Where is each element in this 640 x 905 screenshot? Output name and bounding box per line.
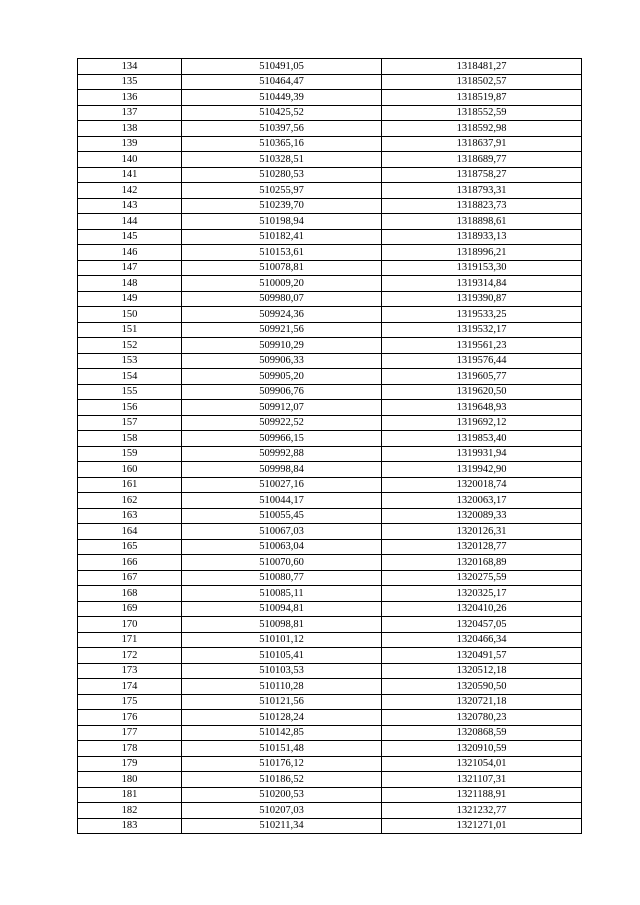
point-number-cell: 165 [78,539,182,555]
y-coordinate-cell: 1318592,98 [382,121,582,137]
y-coordinate-cell: 1318898,61 [382,214,582,230]
y-coordinate-cell: 1318502,57 [382,74,582,90]
point-number-cell: 181 [78,787,182,803]
y-coordinate-cell: 1318689,77 [382,152,582,168]
y-coordinate-cell: 1320168,89 [382,555,582,571]
x-coordinate-cell: 510239,70 [182,198,382,214]
point-number-cell: 172 [78,648,182,664]
point-number-cell: 150 [78,307,182,323]
x-coordinate-cell: 510198,94 [182,214,382,230]
point-number-cell: 148 [78,276,182,292]
table-row [78,322,582,338]
x-coordinate-cell: 510151,48 [182,741,382,757]
table-row [78,214,582,230]
table-row [78,555,582,571]
table-row [78,136,582,152]
table-row [78,679,582,695]
table-row [78,756,582,772]
y-coordinate-cell: 1318481,27 [382,59,582,75]
table-row [78,446,582,462]
x-coordinate-cell: 510009,20 [182,276,382,292]
x-coordinate-cell: 510280,53 [182,167,382,183]
point-number-cell: 171 [78,632,182,648]
table-row [78,59,582,75]
x-coordinate-cell: 510055,45 [182,508,382,524]
x-coordinate-cell: 510328,51 [182,152,382,168]
x-coordinate-cell: 510142,85 [182,725,382,741]
y-coordinate-cell: 1321271,01 [382,818,582,834]
y-coordinate-cell: 1320128,77 [382,539,582,555]
table-row [78,90,582,106]
point-number-cell: 154 [78,369,182,385]
y-coordinate-cell: 1318758,27 [382,167,582,183]
point-number-cell: 160 [78,462,182,478]
y-coordinate-cell: 1319692,12 [382,415,582,431]
x-coordinate-cell: 510063,04 [182,539,382,555]
point-number-cell: 156 [78,400,182,416]
x-coordinate-cell: 510207,03 [182,803,382,819]
x-coordinate-cell: 509992,88 [182,446,382,462]
point-number-cell: 177 [78,725,182,741]
y-coordinate-cell: 1319620,50 [382,384,582,400]
table-row [78,260,582,276]
table-row [78,291,582,307]
y-coordinate-cell: 1319576,44 [382,353,582,369]
x-coordinate-cell: 509980,07 [182,291,382,307]
x-coordinate-cell: 510182,41 [182,229,382,245]
point-number-cell: 141 [78,167,182,183]
y-coordinate-cell: 1319561,23 [382,338,582,354]
table-row [78,477,582,493]
table-row [78,694,582,710]
y-coordinate-cell: 1318552,59 [382,105,582,121]
point-number-cell: 167 [78,570,182,586]
x-coordinate-cell: 510255,97 [182,183,382,199]
y-coordinate-cell: 1320721,18 [382,694,582,710]
point-number-cell: 179 [78,756,182,772]
x-coordinate-cell: 510080,77 [182,570,382,586]
y-coordinate-cell: 1320063,17 [382,493,582,509]
point-number-cell: 182 [78,803,182,819]
point-number-cell: 157 [78,415,182,431]
point-number-cell: 173 [78,663,182,679]
y-coordinate-cell: 1320457,05 [382,617,582,633]
x-coordinate-cell: 510044,17 [182,493,382,509]
x-coordinate-cell: 510078,81 [182,260,382,276]
y-coordinate-cell: 1320126,31 [382,524,582,540]
point-number-cell: 145 [78,229,182,245]
y-coordinate-cell: 1318637,91 [382,136,582,152]
y-coordinate-cell: 1320910,59 [382,741,582,757]
x-coordinate-cell: 510094,81 [182,601,382,617]
table-row [78,524,582,540]
y-coordinate-cell: 1318933,13 [382,229,582,245]
y-coordinate-cell: 1319853,40 [382,431,582,447]
x-coordinate-cell: 510464,47 [182,74,382,90]
x-coordinate-cell: 509912,07 [182,400,382,416]
table-row [78,276,582,292]
y-coordinate-cell: 1320780,23 [382,710,582,726]
point-number-cell: 138 [78,121,182,137]
point-number-cell: 135 [78,74,182,90]
y-coordinate-cell: 1320466,34 [382,632,582,648]
x-coordinate-cell: 510425,52 [182,105,382,121]
table-row [78,121,582,137]
x-coordinate-cell: 510105,41 [182,648,382,664]
table-row [78,384,582,400]
x-coordinate-cell: 510491,05 [182,59,382,75]
y-coordinate-cell: 1321107,31 [382,772,582,788]
x-coordinate-cell: 509906,33 [182,353,382,369]
x-coordinate-cell: 509966,15 [182,431,382,447]
x-coordinate-cell: 510070,60 [182,555,382,571]
point-number-cell: 176 [78,710,182,726]
point-number-cell: 180 [78,772,182,788]
point-number-cell: 163 [78,508,182,524]
table-row [78,818,582,834]
x-coordinate-cell: 510128,24 [182,710,382,726]
table-row [78,338,582,354]
point-number-cell: 161 [78,477,182,493]
point-number-cell: 175 [78,694,182,710]
y-coordinate-cell: 1320868,59 [382,725,582,741]
y-coordinate-cell: 1318823,73 [382,198,582,214]
table-row [78,663,582,679]
table-row [78,570,582,586]
point-number-cell: 143 [78,198,182,214]
table-row [78,198,582,214]
table-row [78,493,582,509]
y-coordinate-cell: 1321232,77 [382,803,582,819]
point-number-cell: 142 [78,183,182,199]
y-coordinate-cell: 1319153,30 [382,260,582,276]
y-coordinate-cell: 1319648,93 [382,400,582,416]
table-row [78,152,582,168]
x-coordinate-cell: 509921,56 [182,322,382,338]
y-coordinate-cell: 1320512,18 [382,663,582,679]
table-row [78,74,582,90]
x-coordinate-cell: 510101,12 [182,632,382,648]
point-number-cell: 147 [78,260,182,276]
point-number-cell: 139 [78,136,182,152]
x-coordinate-cell: 510103,53 [182,663,382,679]
table-row [78,601,582,617]
y-coordinate-cell: 1318519,87 [382,90,582,106]
table-row [78,586,582,602]
coordinates-table-body [78,59,582,834]
y-coordinate-cell: 1321054,01 [382,756,582,772]
point-number-cell: 174 [78,679,182,695]
table-row [78,167,582,183]
x-coordinate-cell: 510200,53 [182,787,382,803]
x-coordinate-cell: 510121,56 [182,694,382,710]
table-row [78,617,582,633]
point-number-cell: 152 [78,338,182,354]
table-row [78,105,582,121]
y-coordinate-cell: 1319605,77 [382,369,582,385]
point-number-cell: 144 [78,214,182,230]
y-coordinate-cell: 1319942,90 [382,462,582,478]
point-number-cell: 164 [78,524,182,540]
point-number-cell: 162 [78,493,182,509]
point-number-cell: 178 [78,741,182,757]
point-number-cell: 146 [78,245,182,261]
point-number-cell: 137 [78,105,182,121]
x-coordinate-cell: 509922,52 [182,415,382,431]
table-row [78,183,582,199]
point-number-cell: 151 [78,322,182,338]
x-coordinate-cell: 510449,39 [182,90,382,106]
y-coordinate-cell: 1320491,57 [382,648,582,664]
point-number-cell: 153 [78,353,182,369]
point-number-cell: 169 [78,601,182,617]
y-coordinate-cell: 1318793,31 [382,183,582,199]
table-row [78,229,582,245]
table-row [78,648,582,664]
x-coordinate-cell: 510211,34 [182,818,382,834]
table-row [78,803,582,819]
y-coordinate-cell: 1319533,25 [382,307,582,323]
point-number-cell: 149 [78,291,182,307]
y-coordinate-cell: 1319314,84 [382,276,582,292]
y-coordinate-cell: 1318996,21 [382,245,582,261]
x-coordinate-cell: 509905,20 [182,369,382,385]
table-row [78,431,582,447]
table-row [78,245,582,261]
x-coordinate-cell: 510085,11 [182,586,382,602]
table-row [78,369,582,385]
table-row [78,787,582,803]
x-coordinate-cell: 509910,29 [182,338,382,354]
coordinates-table [77,58,582,834]
x-coordinate-cell: 510027,16 [182,477,382,493]
y-coordinate-cell: 1320018,74 [382,477,582,493]
table-row [78,710,582,726]
table-row [78,741,582,757]
table-row [78,400,582,416]
point-number-cell: 168 [78,586,182,602]
table-row [78,462,582,478]
y-coordinate-cell: 1321188,91 [382,787,582,803]
point-number-cell: 134 [78,59,182,75]
x-coordinate-cell: 510365,16 [182,136,382,152]
x-coordinate-cell: 510186,52 [182,772,382,788]
x-coordinate-cell: 509924,36 [182,307,382,323]
table-row [78,772,582,788]
table-row [78,415,582,431]
point-number-cell: 158 [78,431,182,447]
table-row [78,307,582,323]
x-coordinate-cell: 509906,76 [182,384,382,400]
y-coordinate-cell: 1320275,59 [382,570,582,586]
point-number-cell: 170 [78,617,182,633]
point-number-cell: 140 [78,152,182,168]
y-coordinate-cell: 1319931,94 [382,446,582,462]
table-row [78,632,582,648]
y-coordinate-cell: 1319390,87 [382,291,582,307]
x-coordinate-cell: 510397,56 [182,121,382,137]
table-row [78,725,582,741]
y-coordinate-cell: 1320325,17 [382,586,582,602]
point-number-cell: 166 [78,555,182,571]
x-coordinate-cell: 510176,12 [182,756,382,772]
point-number-cell: 183 [78,818,182,834]
table-row [78,508,582,524]
x-coordinate-cell: 510098,81 [182,617,382,633]
point-number-cell: 136 [78,90,182,106]
table-row [78,353,582,369]
x-coordinate-cell: 510067,03 [182,524,382,540]
x-coordinate-cell: 510153,61 [182,245,382,261]
table-row [78,539,582,555]
x-coordinate-cell: 509998,84 [182,462,382,478]
y-coordinate-cell: 1320590,50 [382,679,582,695]
point-number-cell: 155 [78,384,182,400]
y-coordinate-cell: 1320089,33 [382,508,582,524]
point-number-cell: 159 [78,446,182,462]
y-coordinate-cell: 1320410,26 [382,601,582,617]
x-coordinate-cell: 510110,28 [182,679,382,695]
y-coordinate-cell: 1319532,17 [382,322,582,338]
